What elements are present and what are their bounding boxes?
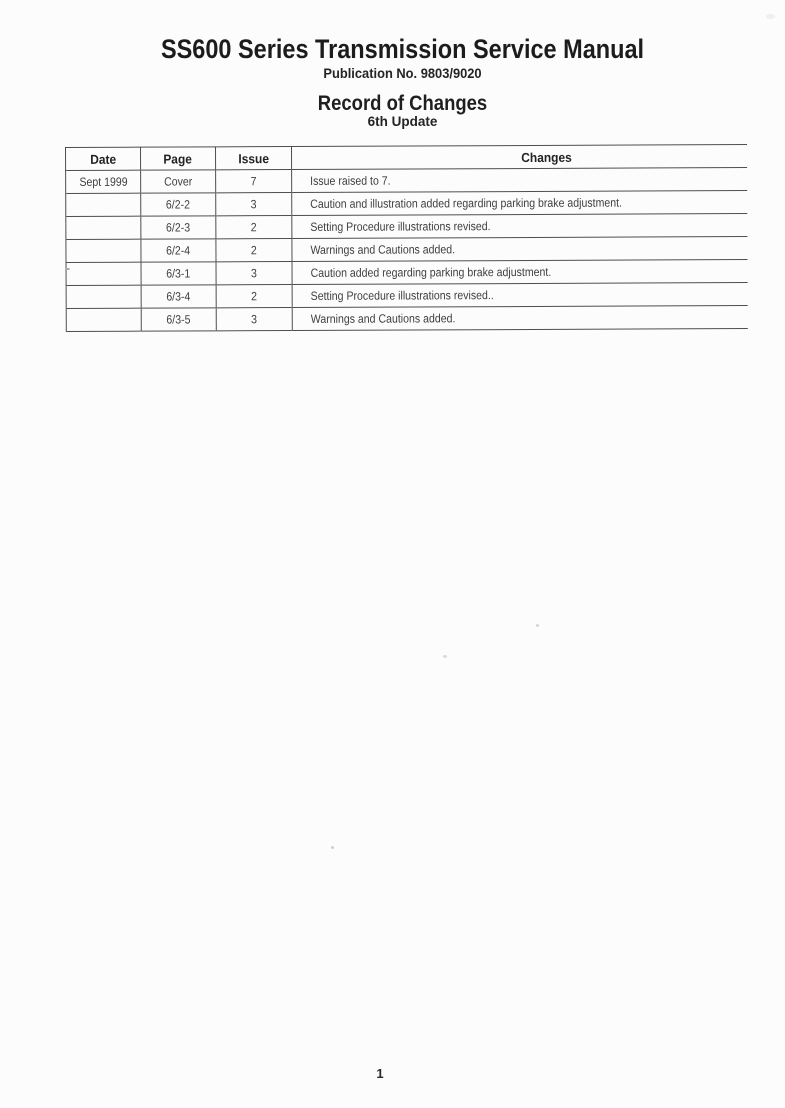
publication-number: Publication No. 9803/9020 — [323, 65, 482, 81]
cell-page — [141, 239, 216, 262]
cell-page-text: 6/2-3 — [166, 220, 191, 235]
table-row — [66, 214, 747, 240]
cell-issue-text: 2 — [251, 289, 258, 304]
scan-speck — [766, 14, 775, 19]
cell-issue-text: 3 — [251, 266, 258, 281]
column-header-changes-label: Changes — [521, 149, 572, 165]
cell-page — [141, 285, 216, 308]
cell-page — [141, 262, 216, 285]
column-header-issue-label: Issue — [238, 150, 269, 166]
cell-issue — [216, 170, 292, 193]
cell-changes — [292, 214, 747, 239]
cell-page-text: 6/3-1 — [166, 266, 191, 281]
column-header-page — [141, 147, 216, 170]
table-row — [66, 237, 747, 263]
cell-changes-text: Warnings and Cautions added. — [310, 242, 456, 257]
cell-issue — [216, 308, 292, 331]
cell-changes — [292, 283, 747, 308]
column-header-date — [66, 147, 141, 170]
cell-page-text: 6/3-5 — [166, 312, 191, 327]
scan-speck — [331, 846, 334, 849]
cell-date-text: Sept 1999 — [79, 174, 128, 189]
cell-issue-text: 2 — [250, 220, 257, 235]
cell-changes-text: Setting Procedure illustrations revised. — [310, 219, 491, 234]
cell-date — [66, 170, 141, 193]
cell-date — [66, 193, 141, 216]
cell-changes-text: Setting Procedure illustrations revised.. — [310, 288, 494, 303]
cell-changes-text: Warnings and Cautions added. — [310, 311, 456, 326]
table-body — [66, 168, 748, 332]
cell-page-text: 6/2-2 — [166, 197, 191, 212]
cell-date — [66, 262, 141, 285]
record-of-changes-table — [65, 144, 747, 332]
cell-page-text: 6/3-4 — [166, 289, 191, 304]
cell-issue — [216, 216, 292, 239]
cell-page — [141, 193, 216, 216]
page-number: 1 — [376, 1066, 384, 1081]
table-row — [66, 191, 747, 217]
table-row — [66, 283, 747, 309]
table-row — [66, 168, 747, 194]
cell-issue-text: 3 — [251, 312, 258, 327]
cell-date — [66, 216, 141, 239]
column-header-issue — [216, 147, 292, 170]
cell-changes — [292, 168, 747, 193]
cell-issue — [216, 285, 292, 308]
cell-changes — [292, 237, 747, 262]
cell-issue — [216, 262, 292, 285]
table-row — [66, 260, 747, 286]
cell-page — [141, 216, 216, 239]
table-row — [66, 306, 747, 332]
cell-issue — [216, 239, 292, 262]
cell-page — [141, 308, 216, 331]
cell-issue-text: 7 — [250, 174, 257, 189]
cell-changes-text: Caution and illustration added regarding parking brake adjustment. — [310, 195, 623, 211]
cell-issue-text: 2 — [250, 243, 257, 258]
column-header-changes — [292, 145, 747, 170]
cell-date — [66, 308, 141, 331]
cell-page — [141, 170, 216, 193]
cell-date — [66, 285, 141, 308]
cell-page-text: Cover — [164, 174, 193, 189]
cell-changes — [292, 306, 747, 331]
table-header-row — [66, 145, 747, 171]
update-label: 6th Update — [367, 114, 438, 129]
section-title: Record of Changes — [317, 92, 488, 115]
cell-changes-text: Issue raised to 7. — [310, 173, 391, 188]
scan-speck — [536, 624, 539, 627]
cell-changes — [292, 260, 747, 285]
page-title: SS600 Series Transmission Service Manual — [160, 34, 645, 64]
cell-changes — [292, 191, 747, 216]
scan-speck — [65, 268, 70, 270]
cell-changes-text: Caution added regarding parking brake adjustment. — [310, 264, 552, 280]
column-header-date-label: Date — [90, 151, 117, 167]
cell-page-text: 6/2-4 — [166, 243, 191, 258]
scan-speck — [443, 655, 447, 658]
cell-issue — [216, 193, 292, 216]
cell-issue-text: 3 — [250, 197, 257, 212]
column-header-page-label: Page — [163, 150, 193, 167]
cell-date — [66, 239, 141, 262]
